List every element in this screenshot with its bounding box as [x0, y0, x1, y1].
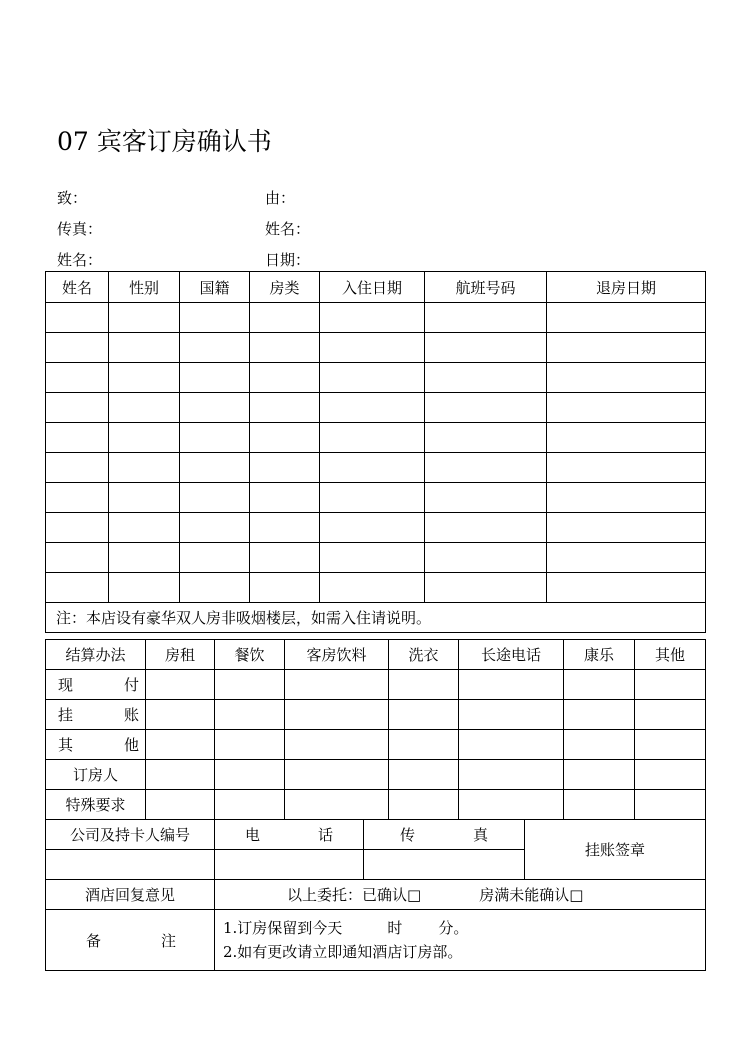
- guest-cell: [250, 573, 320, 603]
- guest-cell: [320, 483, 425, 513]
- date-label: 日期：: [265, 251, 311, 269]
- guest-row: [46, 333, 706, 363]
- guest-cell: [46, 363, 109, 393]
- guest-cell: [109, 483, 180, 513]
- fax-label: 传真：: [57, 220, 103, 238]
- col-room-type: 房类: [250, 272, 320, 303]
- guest-note: 注：本店设有豪华双人房非吸烟楼层，如需入住请说明。: [46, 603, 706, 633]
- col-other: 其他: [635, 640, 706, 670]
- guest-cell: [250, 333, 320, 363]
- fax-value: [364, 850, 525, 880]
- company-card-label: 公司及持卡人编号: [46, 820, 215, 850]
- guest-row: [46, 513, 706, 543]
- row-label-part: 付: [123, 676, 139, 694]
- to-label: 致：: [57, 189, 88, 207]
- remark-label-a: 备: [86, 931, 102, 950]
- billing-header: [46, 640, 706, 670]
- guest-cell: [109, 513, 180, 543]
- guest-cell: [250, 393, 320, 423]
- col-nationality: 国籍: [180, 272, 250, 303]
- guest-cell: [250, 363, 320, 393]
- guest-cell: [320, 453, 425, 483]
- guest-cell: [320, 543, 425, 573]
- guest-row: [46, 453, 706, 483]
- reply-full: 房满未能确认□: [479, 886, 584, 904]
- guest-cell: [109, 543, 180, 573]
- guest-cell: [547, 453, 706, 483]
- row-label-part: 现: [58, 676, 74, 694]
- guest-cell: [320, 573, 425, 603]
- fax-label-a: 传: [400, 826, 416, 844]
- guest-cell: [46, 543, 109, 573]
- guest-cell: [250, 483, 320, 513]
- guest-cell: [180, 483, 250, 513]
- guest-cell: [425, 453, 547, 483]
- company-table: [45, 819, 706, 971]
- guest-cell: [425, 423, 547, 453]
- guest-cell: [46, 303, 109, 333]
- col-settlement: 结算办法: [46, 640, 146, 670]
- remark-label-b: 注: [160, 931, 176, 950]
- guest-cell: [547, 393, 706, 423]
- col-gender: 性别: [109, 272, 180, 303]
- guest-cell: [547, 333, 706, 363]
- remark-line2: 2.如有更改请立即通知酒店订房部。: [223, 943, 463, 961]
- col-flight-number: 航班号码: [425, 272, 547, 303]
- guest-cell: [425, 363, 547, 393]
- guest-row: [46, 543, 706, 573]
- guest-cell: [180, 513, 250, 543]
- guest-cell: [180, 333, 250, 363]
- col-checkout-date: 退房日期: [547, 272, 706, 303]
- guest-cell: [425, 333, 547, 363]
- guest-cell: [180, 423, 250, 453]
- remark-line1-a: 1.订房保留到今天: [223, 919, 343, 937]
- col-checkin-date: 入住日期: [320, 272, 425, 303]
- guest-cell: [320, 333, 425, 363]
- guest-cell: [180, 573, 250, 603]
- guest-cell: [425, 483, 547, 513]
- guest-cell: [180, 393, 250, 423]
- guest-cell: [46, 393, 109, 423]
- guest-cell: [109, 423, 180, 453]
- phone-label-a: 电: [245, 826, 261, 844]
- guest-table-header: [46, 272, 706, 303]
- guest-cell: [46, 483, 109, 513]
- guest-cell: [46, 423, 109, 453]
- guest-cell: [320, 423, 425, 453]
- guest-cell: [180, 363, 250, 393]
- guest-cell: [109, 363, 180, 393]
- name-label-right: 姓名：: [265, 220, 311, 238]
- remark-line1-b: 时: [387, 919, 403, 937]
- billing-row-cash: [46, 670, 706, 700]
- col-name: 姓名: [46, 272, 109, 303]
- guest-cell: [425, 513, 547, 543]
- remark-line1-c: 分。: [438, 919, 469, 937]
- row-label-part: 挂: [58, 706, 74, 724]
- phone-label-b: 话: [317, 826, 333, 844]
- row-label-part: 他: [123, 736, 139, 754]
- billing-row-account: [46, 700, 706, 730]
- guest-cell: [425, 303, 547, 333]
- guest-cell: [109, 573, 180, 603]
- page-title: 07 宾客订房确认书: [57, 127, 272, 156]
- guest-cell: [109, 393, 180, 423]
- company-card-value: [46, 850, 215, 880]
- remark-content: [215, 910, 706, 971]
- guest-cell: [320, 303, 425, 333]
- name-label-left: 姓名：: [57, 251, 103, 269]
- booker-label: 订房人: [46, 760, 146, 790]
- guest-cell: [320, 393, 425, 423]
- guest-row: [46, 483, 706, 513]
- from-label: 由：: [265, 189, 296, 207]
- guest-row: [46, 393, 706, 423]
- guest-cell: [250, 423, 320, 453]
- guest-cell: [109, 303, 180, 333]
- guest-cell: [547, 573, 706, 603]
- guest-cell: [547, 363, 706, 393]
- guest-row: [46, 303, 706, 333]
- guest-row: [46, 363, 706, 393]
- guest-cell: [425, 543, 547, 573]
- col-long-distance: 长途电话: [459, 640, 564, 670]
- guest-cell: [180, 543, 250, 573]
- special-request-label: 特殊要求: [46, 790, 146, 820]
- row-label-part: 其: [58, 736, 74, 754]
- guest-cell: [425, 393, 547, 423]
- guest-cell: [109, 453, 180, 483]
- billing-table: [45, 639, 706, 820]
- billing-row-special: [46, 790, 706, 820]
- guest-cell: [250, 513, 320, 543]
- hotel-reply-label: 酒店回复意见: [46, 880, 215, 910]
- guest-cell: [547, 543, 706, 573]
- guest-row: [46, 423, 706, 453]
- guest-cell: [180, 303, 250, 333]
- fax-label-b: 真: [472, 826, 488, 844]
- guest-cell: [547, 513, 706, 543]
- guest-cell: [250, 543, 320, 573]
- guest-cell: [46, 453, 109, 483]
- guest-cell: [46, 333, 109, 363]
- reply-confirmed: 以上委托：已确认□: [287, 886, 422, 904]
- col-minibar: 客房饮料: [285, 640, 389, 670]
- billing-row-other: [46, 730, 706, 760]
- col-laundry: 洗衣: [389, 640, 459, 670]
- guest-cell: [547, 483, 706, 513]
- guest-cell: [109, 333, 180, 363]
- guest-rows: [46, 303, 706, 603]
- guest-cell: [547, 303, 706, 333]
- phone-value: [215, 850, 364, 880]
- row-label-part: 账: [123, 706, 139, 724]
- col-dining: 餐饮: [215, 640, 285, 670]
- signature-label: 挂账签章: [525, 820, 706, 880]
- guest-cell: [425, 573, 547, 603]
- guest-cell: [46, 573, 109, 603]
- guest-table: [45, 271, 706, 633]
- guest-cell: [180, 453, 250, 483]
- col-recreation: 康乐: [564, 640, 635, 670]
- guest-cell: [250, 453, 320, 483]
- col-room-rate: 房租: [146, 640, 215, 670]
- billing-row-booker: [46, 760, 706, 790]
- guest-cell: [320, 363, 425, 393]
- guest-cell: [250, 303, 320, 333]
- guest-cell: [320, 513, 425, 543]
- guest-row: [46, 573, 706, 603]
- guest-cell: [547, 423, 706, 453]
- guest-cell: [46, 513, 109, 543]
